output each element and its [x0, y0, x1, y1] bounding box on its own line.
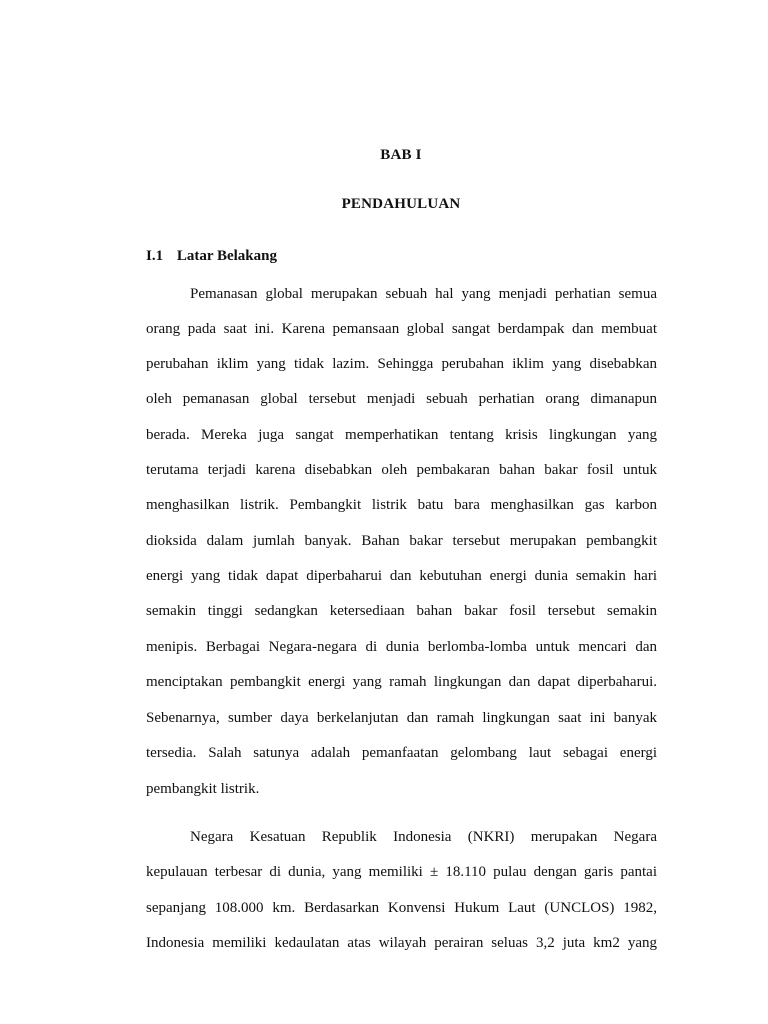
paragraph-line: dioksida dalam jumlah banyak. Bahan bakar tersebut merupakan pembangkit — [146, 533, 657, 549]
paragraph-line: berada. Mereka juga sangat memperhatikan tentang krisis lingkungan yang — [146, 427, 657, 443]
paragraph-line: Pemanasan global merupakan sebuah hal yang menjadi perhatian semua — [190, 286, 657, 302]
paragraph-line: Negara Kesatuan Republik Indonesia (NKRI) merupakan Negara — [190, 829, 657, 845]
paragraph-line: perubahan iklim yang tidak lazim. Sehingga perubahan iklim yang disebabkan — [146, 356, 657, 372]
paragraph-line: menghasilkan listrik. Pembangkit listrik batu bara menghasilkan gas karbon — [146, 497, 657, 513]
paragraph-line: sepanjang 108.000 km. Berdasarkan Konvensi Hukum Laut (UNCLOS) 1982, — [146, 900, 657, 916]
paragraph-line: Indonesia memiliki kedaulatan atas wilayah perairan seluas 3,2 juta km2 yang — [146, 935, 657, 951]
paragraph-line: orang pada saat ini. Karena pemansaan global sangat berdampak dan membuat — [146, 321, 657, 337]
section-title: Latar Belakang — [176, 248, 277, 264]
paragraph-line: menciptakan pembangkit energi yang ramah lingkungan dan dapat diperbaharui. — [146, 674, 657, 690]
paragraph-line: energi yang tidak dapat diperbaharui dan kebutuhan energi dunia semakin hari — [146, 568, 657, 584]
paragraph-line: kepulauan terbesar di dunia, yang memiliki ± 18.110 pulau dengan garis pantai — [146, 864, 657, 880]
chapter-title: PENDAHULUAN — [341, 196, 461, 212]
paragraph-line: semakin tinggi sedangkan ketersediaan bahan bakar fosil tersebut semakin — [146, 603, 657, 619]
paragraph-line: menipis. Berbagai Negara-negara di dunia berlomba-lomba untuk mencari dan — [146, 639, 657, 655]
paragraph-line: Sebenarnya, sumber daya berkelanjutan dan ramah lingkungan saat ini banyak — [146, 710, 657, 726]
section-heading — [146, 248, 277, 265]
chapter-heading: BAB I — [380, 147, 422, 163]
paragraph-line: oleh pemanasan global tersebut menjadi sebuah perhatian orang dimanapun — [146, 391, 657, 407]
paragraph-line: pembangkit listrik. — [146, 781, 260, 797]
section-number: I.1 — [146, 248, 164, 264]
paragraph-line: tersedia. Salah satunya adalah pemanfaatan gelombang laut sebagai energi — [146, 745, 657, 761]
paragraph-line: terutama terjadi karena disebabkan oleh pembakaran bahan bakar fosil untuk — [146, 462, 657, 478]
